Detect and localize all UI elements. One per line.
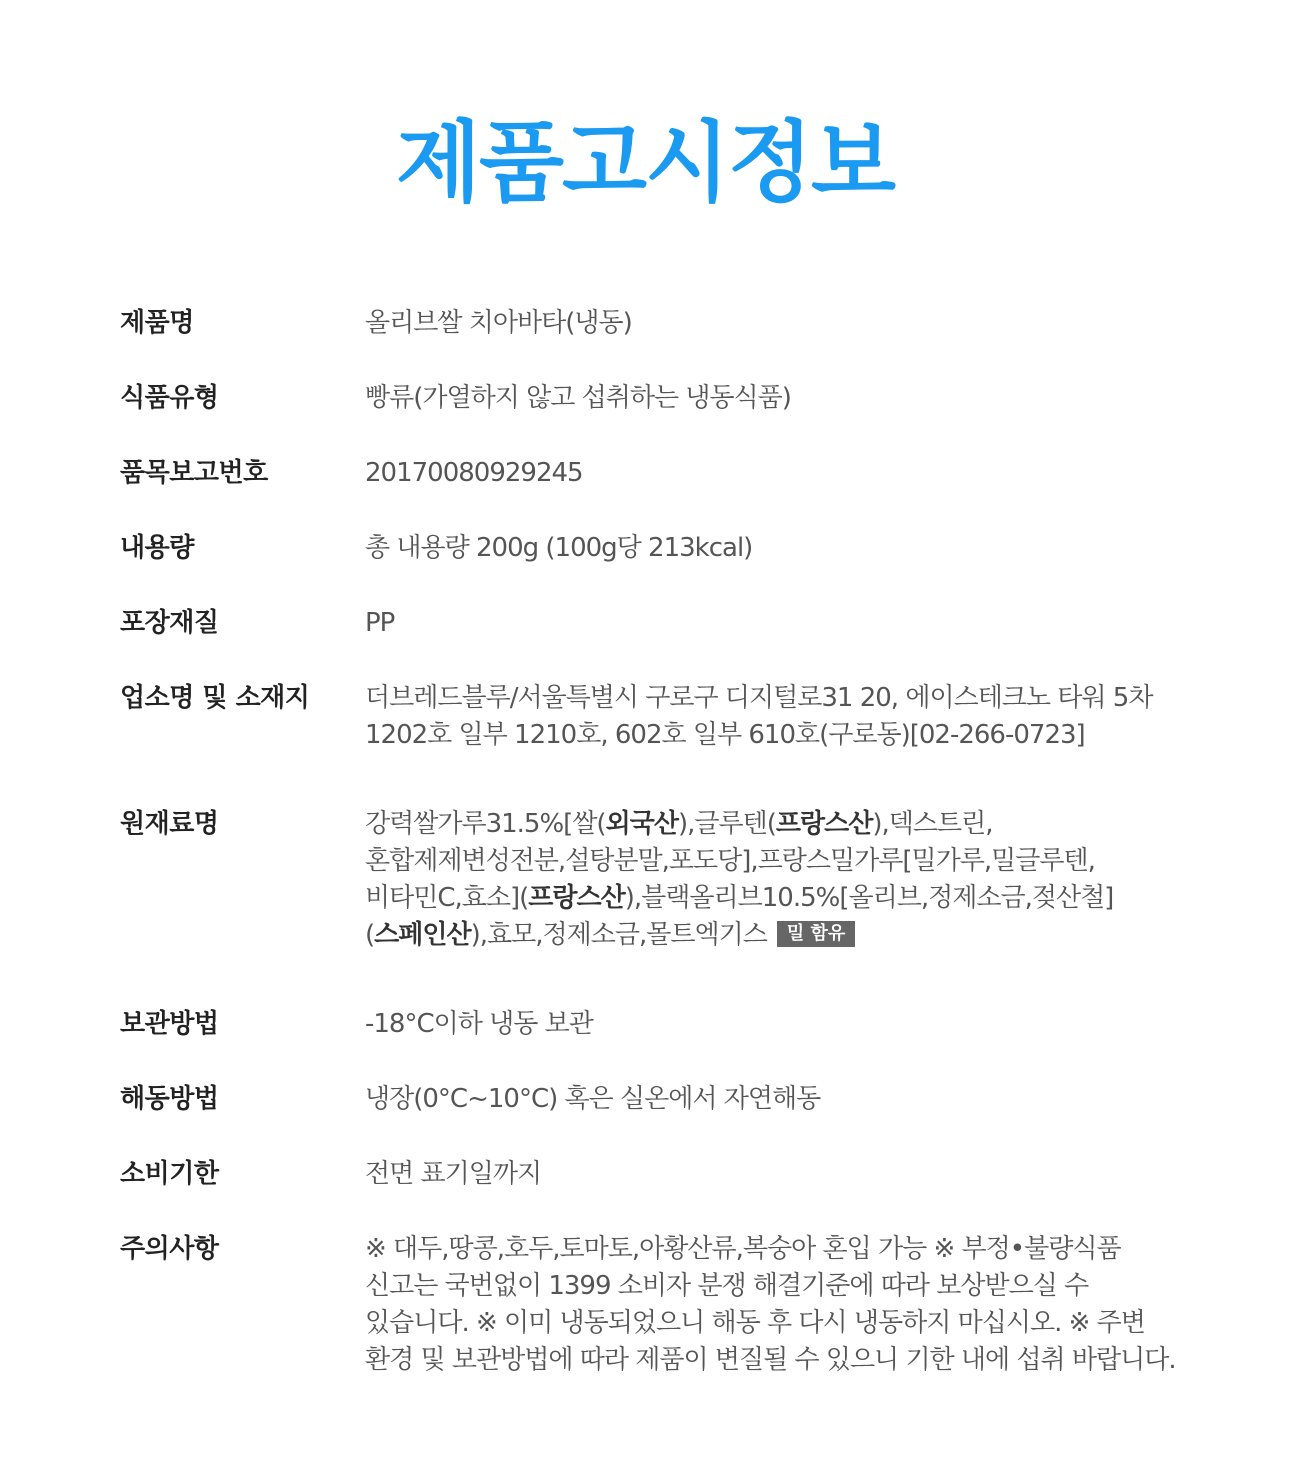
ingredients-text: ),글루텐( bbox=[677, 809, 776, 839]
info-table bbox=[120, 305, 1180, 1417]
value-maker: 더브레드블루/서울특별시 구로구 디지털로31 20, 에이스테크노 타워 5차 1202호 일부 1210호, 602호 일부 610호(구로동)[02-266-0723] bbox=[365, 683, 1153, 750]
ingredients-text: ),덱스트린,혼합제제변성전분,설탕분말,포도당],프랑스밀가루[밀가루,밀글루텐,비타민C,효소]( bbox=[365, 809, 1095, 913]
label-storage: 보관방법 bbox=[120, 1009, 219, 1039]
row-maker bbox=[120, 680, 1180, 754]
label-food-type: 식품유형 bbox=[120, 383, 219, 413]
row-packaging bbox=[120, 605, 1180, 642]
allergen-badge: 밀 함유 bbox=[777, 921, 855, 947]
row-food-type bbox=[120, 380, 1180, 417]
value-packaging: PP bbox=[365, 608, 395, 638]
value-food-type: 빵류(가열하지 않고 섭취하는 냉동식품) bbox=[365, 383, 791, 413]
origin-france: 프랑스산 bbox=[775, 809, 873, 839]
label-thaw: 해동방법 bbox=[120, 1084, 219, 1114]
row-thaw bbox=[120, 1081, 1180, 1118]
label-content: 내용량 bbox=[120, 533, 194, 563]
row-expiry bbox=[120, 1156, 1180, 1193]
label-product-name: 제품명 bbox=[120, 308, 194, 338]
row-product-name bbox=[120, 305, 1180, 342]
row-caution bbox=[120, 1231, 1180, 1379]
label-caution: 주의사항 bbox=[120, 1234, 219, 1264]
value-expiry: 전면 표기일까지 bbox=[365, 1159, 542, 1189]
label-ingredients: 원재료명 bbox=[120, 809, 219, 839]
page-title: 제품고시정보 bbox=[395, 111, 895, 214]
label-maker: 업소명 및 소재지 bbox=[120, 683, 310, 713]
row-ingredients bbox=[120, 806, 1180, 954]
ingredients-text: ),효모,정제소금,몰트엑기스 bbox=[470, 920, 767, 950]
ingredients-text: 강력쌀가루31.5%[쌀( bbox=[365, 809, 606, 839]
origin-france: 프랑스산 bbox=[528, 883, 625, 913]
ingredients-text: ),블랙올리브10.5%[올리브,정제소금,젖산철]( bbox=[365, 883, 1114, 950]
value-caution: ※ 대두,땅콩,호두,토마토,아황산류,복숭아 혼입 가능 ※ 부정•불량식품 신고는 국번없이 1399 소비자 분쟁 해결기준에 따라 보상받으실 수 있습니다. ※ 이미 냉동되었으니 해동 후 다시 냉동하지 마십시오. ※ 주변 환경 및 보관방법에 따라 제품이 변질될 수 있으니 기한 내에 섭취 바랍니다. bbox=[365, 1234, 1176, 1375]
origin-foreign: 외국산 bbox=[605, 809, 678, 839]
label-report-number: 품목보고번호 bbox=[120, 458, 268, 488]
row-content bbox=[120, 530, 1180, 567]
value-storage: -18°C이하 냉동 보관 bbox=[365, 1009, 593, 1039]
value-content: 총 내용량 200g (100g당 213kcal) bbox=[365, 533, 753, 563]
row-report-number bbox=[120, 455, 1180, 492]
value-ingredients bbox=[365, 806, 1180, 954]
value-thaw: 냉장(0°C~10°C) 혹은 실온에서 자연해동 bbox=[365, 1084, 821, 1114]
label-expiry: 소비기한 bbox=[120, 1159, 219, 1189]
value-report-number: 20170080929245 bbox=[365, 458, 583, 488]
label-packaging: 포장재질 bbox=[120, 608, 219, 638]
row-storage bbox=[120, 1006, 1180, 1043]
origin-spain: 스페인산 bbox=[374, 920, 471, 950]
value-product-name: 올리브쌀 치아바타(냉동) bbox=[365, 308, 632, 338]
